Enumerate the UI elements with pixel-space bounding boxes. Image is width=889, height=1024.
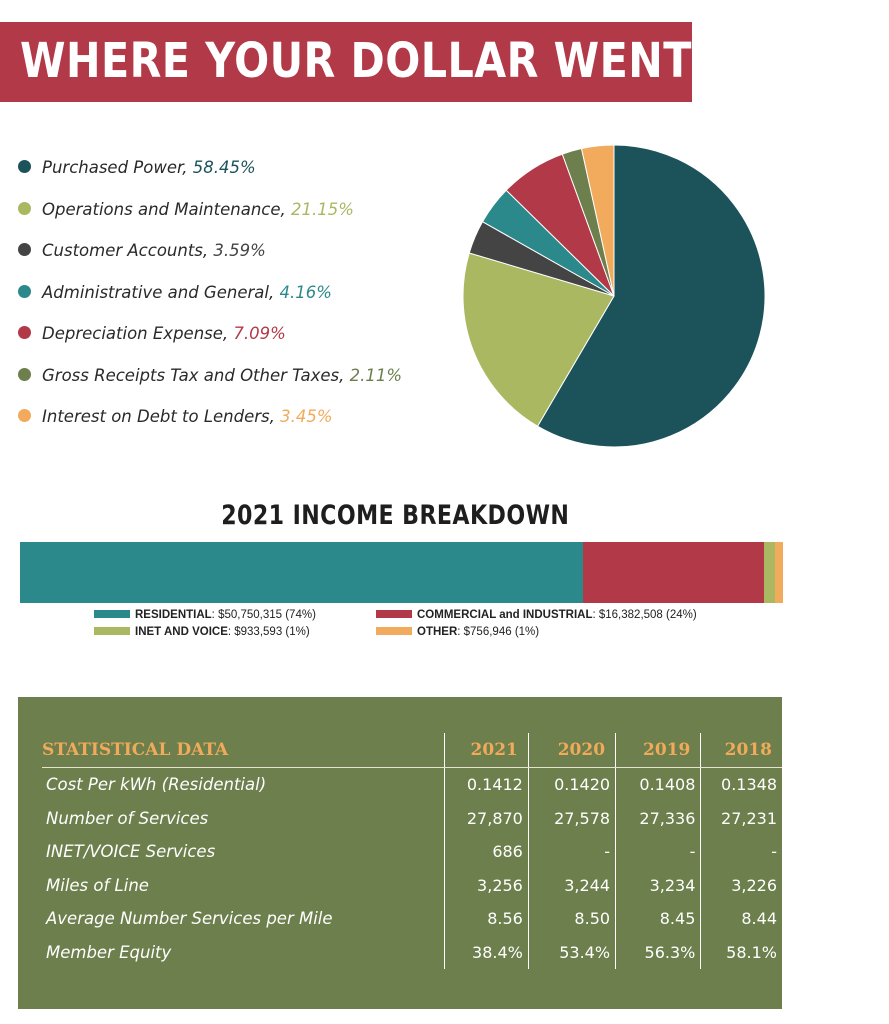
legend-dot-icon (18, 202, 31, 215)
cell-value: 3,226 (701, 869, 782, 903)
cell-value: 8.50 (528, 902, 615, 936)
cell-value: 58.1% (701, 936, 782, 970)
legend-dot-icon (18, 285, 31, 298)
income-legend-percent: (74%) (285, 609, 316, 621)
income-legend-amount: $756,946 (463, 626, 512, 638)
legend-label: Operations and Maintenance (42, 199, 281, 219)
legend-dot-icon (18, 160, 31, 173)
legend-percent: 3.45% (280, 407, 333, 426)
expense-pie-chart (462, 144, 766, 448)
income-breakdown-title (0, 500, 790, 531)
row-label: INET/VOICE Services (46, 842, 216, 862)
cell-value: 38.4% (445, 936, 528, 970)
income-segment-residential (20, 542, 583, 603)
cell-value: 3,244 (528, 869, 615, 903)
income-legend-item-other (376, 623, 539, 641)
pie-legend (18, 150, 478, 441)
legend-item-gross-receipts-tax-and-other-taxes (18, 358, 478, 400)
legend-label: Purchased Power (42, 158, 183, 177)
table-row (42, 802, 782, 836)
pie-svg (462, 144, 766, 448)
legend-percent: 21.15% (291, 199, 354, 219)
cell-value: 3,234 (616, 869, 701, 903)
year-header: 2020 (528, 733, 615, 768)
year-header: 2019 (616, 733, 701, 768)
legend-label: Gross Receipts Tax and Other Taxes (42, 365, 340, 385)
income-legend-swatch (376, 627, 412, 635)
legend-percent: 4.16% (279, 282, 332, 302)
year-header: 2018 (701, 733, 782, 768)
legend-separator: , (268, 282, 280, 302)
income-legend-name: COMMERCIAL and INDUSTRIAL (417, 609, 593, 621)
income-legend-name: OTHER (417, 626, 458, 638)
statistical-data-heading: STATISTICAL DATA (42, 733, 445, 768)
cell-value: 27,231 (701, 802, 782, 836)
income-legend-separator: : (592, 609, 599, 621)
income-legend-separator: : (211, 609, 219, 621)
page-title: WHERE YOUR DOLLAR WENT IN 2021 (20, 33, 889, 89)
statistical-data-panel (18, 697, 782, 1009)
legend-item-purchased-power (18, 150, 478, 192)
legend-dot-icon (18, 243, 31, 256)
income-stacked-bar (20, 542, 783, 603)
legend-item-customer-accounts (18, 233, 478, 275)
row-label: Cost Per kWh (Residential) (46, 775, 267, 795)
income-legend-item-commercial-and-industrial (376, 606, 697, 624)
cell-value: 0.1348 (701, 768, 782, 802)
income-legend-amount: $16,382,508 (598, 609, 663, 621)
cell-value: 53.4% (528, 936, 615, 970)
income-legend-name: RESIDENTIAL (135, 609, 212, 621)
income-title-text: 2021 INCOME BREAKDOWN (220, 500, 570, 531)
cell-value: 686 (445, 835, 528, 869)
cell-value: 27,578 (528, 802, 615, 836)
legend-dot-icon (18, 368, 31, 381)
statistical-data-table (42, 733, 782, 969)
table-row (42, 936, 782, 970)
cell-value: 27,870 (445, 802, 528, 836)
legend-item-administrative-and-general (18, 275, 478, 317)
title-banner (0, 22, 889, 102)
income-legend-separator: : (457, 626, 464, 638)
income-legend-swatch (94, 627, 130, 635)
legend-separator: , (182, 158, 193, 177)
legend-label: Customer Accounts (42, 241, 203, 260)
table-header-row (42, 733, 782, 768)
cell-value: - (528, 835, 615, 869)
table-row (42, 869, 782, 903)
row-label: Member Equity (46, 942, 172, 962)
cell-value: 27,336 (616, 802, 701, 836)
legend-label: Depreciation Expense (42, 324, 223, 343)
year-header: 2021 (445, 733, 528, 768)
income-legend-percent: (1%) (514, 626, 540, 638)
income-legend-percent: (24%) (666, 609, 697, 621)
income-segment-inet-and-voice (764, 542, 774, 603)
income-legend-separator: : (227, 626, 235, 638)
cell-value: 8.56 (445, 902, 528, 936)
legend-percent: 3.59% (213, 241, 266, 260)
income-segment-commercial-and-industrial (583, 542, 765, 603)
legend-item-operations-and-maintenance (18, 192, 478, 234)
legend-separator: , (339, 365, 350, 385)
cell-value: 8.45 (616, 902, 701, 936)
legend-dot-icon (18, 326, 31, 339)
legend-separator: , (222, 324, 234, 343)
legend-label: Interest on Debt to Lenders (42, 407, 270, 426)
legend-percent: 7.09% (233, 324, 286, 343)
income-legend-name: INET AND VOICE (135, 626, 228, 638)
legend-percent: 2.11% (349, 365, 403, 385)
table-row (42, 902, 782, 936)
legend-separator: , (269, 407, 281, 426)
legend-label: Administrative and General (42, 282, 269, 302)
legend-item-interest-on-debt-to-lenders (18, 399, 478, 441)
cell-value: 0.1420 (528, 768, 615, 802)
legend-item-depreciation-expense (18, 316, 478, 358)
row-label: Average Number Services per Mile (46, 909, 333, 929)
cell-value: 8.44 (701, 902, 782, 936)
legend-dot-icon (18, 409, 31, 422)
income-legend-amount: $933,593 (234, 626, 283, 638)
row-label: Miles of Line (46, 875, 149, 895)
row-label: Number of Services (46, 808, 209, 828)
legend-percent: 58.45% (192, 158, 256, 177)
cell-value: - (616, 835, 701, 869)
income-segment-other (775, 542, 783, 603)
income-legend-percent: (1%) (285, 626, 310, 638)
legend-separator: , (202, 241, 214, 260)
cell-value: 0.1408 (616, 768, 701, 802)
income-legend-amount: $50,750,315 (218, 609, 283, 621)
table-row (42, 835, 782, 869)
table-row (42, 768, 782, 802)
income-legend-item-residential (94, 606, 316, 624)
income-legend-swatch (94, 610, 130, 618)
income-legend-item-inet-and-voice (94, 623, 310, 641)
income-legend-swatch (376, 610, 412, 618)
cell-value: 3,256 (445, 869, 528, 903)
legend-separator: , (280, 199, 292, 219)
cell-value: - (701, 835, 782, 869)
cell-value: 56.3% (616, 936, 701, 970)
cell-value: 0.1412 (445, 768, 528, 802)
